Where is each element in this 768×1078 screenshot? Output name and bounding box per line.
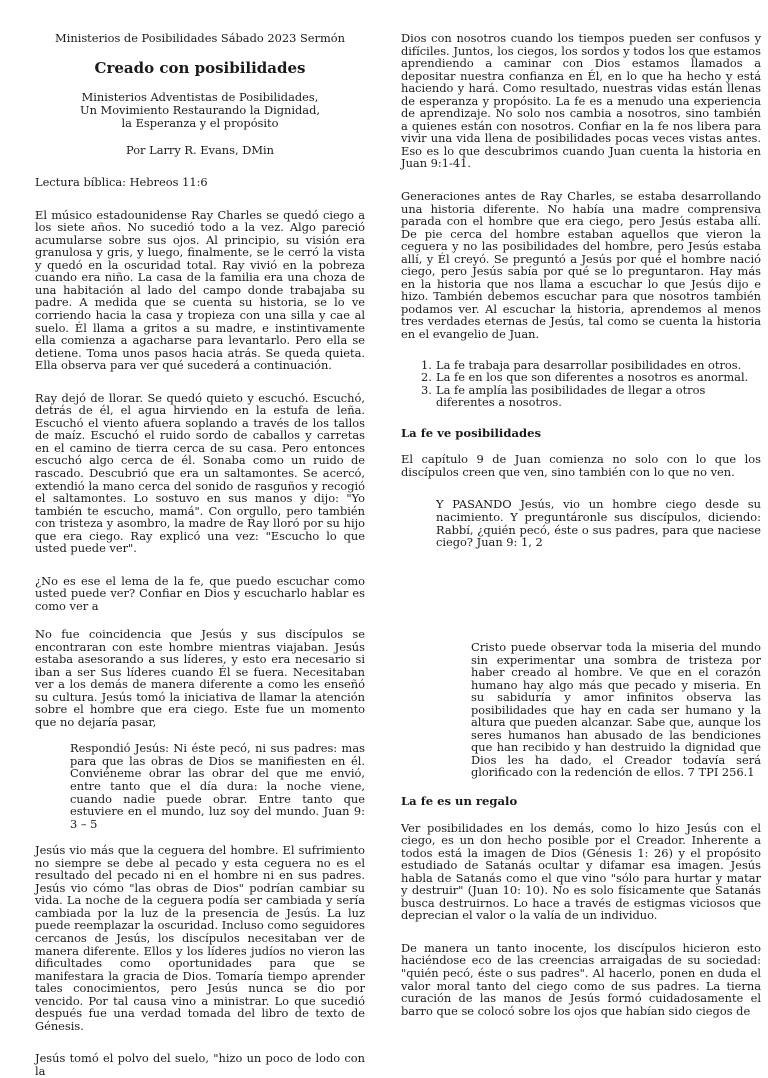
paragraph: El capítulo 9 de Juan comienza no solo con lo que los discípulos creen que ven, sino también con lo que no ven.: [401, 452, 761, 479]
list-text: La fe amplía las posibilidades de llegar a otros diferentes a nosotros.: [436, 382, 706, 410]
paragraph: Ver posibilidades en los demás, como lo hizo Jesús con el ciego, es un don hecho posible por el Creador. Inherente a todos está la imagen de Dios (Génesis 1: 26) y el propósito estudiado de Satanás ocultar y difamar esa imagen. Jesús habla de Satanás como el que vino "sólo para hurtar y matar y destruir" (Juan 10: 10). No es solo físicamente que Satanás busca destruirnos. Lo hace a través de estigmas viciosos que deprecian el valor o la valía de un individuo.: [401, 820, 761, 923]
section-heading: La fe ve posibilidades: [401, 425, 541, 440]
list-number: 1.: [421, 357, 432, 372]
bible-reading: Lectura bíblica: Hebreos 11:6: [35, 175, 208, 190]
header-line: Ministerios de Posibilidades Sábado 2023 Sermón: [55, 31, 345, 45]
paragraph: Dios con nosotros cuando los tiempos pueden ser confusos y difíciles. Juntos, los ciegos, los sordos y todos los que estamos aprendiendo a caminar con Dios estamos llamados a depositar nuestra confianza en Él, en lo que ha hecho y está haciendo y hará. Como resultado, nuestras vidas están llenas de esperanza y propósito. La fe es a menudo una experiencia de aprendizaje. No solo nos cambia a nosotros, sino también a quienes están con nosotros. Confiar en la fe nos libera para vivir una vida llena de posibilidades pocas veces vistas antes. Eso es lo que descubrimos cuando Juan cuenta la historia en Juan 9:1-41.: [401, 31, 761, 171]
scripture-quote: Respondió Jesús: Ni éste pecó, ni sus padres: mas para que las obras de Dios se manifiesten en él. Conviéneme obrar las obrar del que me envió, entre tanto que el día dura: la noche viene, cuando nadie puede obrar. Entre tanto que estuviere en el mundo, luz soy del mundo. Juan 9: 3 – 5: [70, 741, 365, 831]
page1-left-column: [35, 32, 365, 613]
list-text: La fe trabaja para desarrollar posibilidades en otros.: [436, 357, 742, 372]
paragraph: Generaciones antes de Ray Charles, se estaba desarrollando una historia diferente. No había una madre comprensiva parada con el hombre que era ciego, pero Jesús estaba allí. De pie cerca del hombre estaban aquellos que vieron la ceguera y no las posibilidades del hombre, pero Jesús estaba allí, y Él creyó. Se preguntó a Jesús por qué el hombre nació ciego, pero Jesús sabía por qué se lo preguntaron. Hay más en la historia que nos llama a escuchar lo que Jesús dijo e hizo. También debemos escuchar para que nosotros también podamos ver. Al escuchar la historia, aprendemos al menos tres verdades eternas de Jesús, tal como se cuenta la historia en el evangelio de Juan.: [401, 189, 761, 342]
section-heading: La fe es un regalo: [401, 794, 518, 809]
list-text: La fe en los que son diferentes a nosotros es anormal.: [436, 370, 749, 385]
ministry-line-2: Un Movimiento Restaurando la Dignidad,: [79, 102, 321, 117]
paragraph: ¿No es ese el lema de la fe, que puedo escuchar como usted puede ver? Confiar en Dios y escucharlo hablar es como ver a: [35, 573, 365, 613]
paragraph: No fue coincidencia que Jesús y sus discípulos se encontraran con este hombre mientras viajaban. Jesús estaba asesorando a sus líderes, y esto era necesario si iban a ser Sus líderes cuando Él se fuera. Necesitaban ver a los demás de manera diferente a como les enseñó su cultura. Jesús tomó la iniciativa de llamar la atención sobre el hombre que era ciego. Este fue un momento que no dejaría pasar,: [35, 627, 365, 729]
list-number: 3.: [421, 382, 432, 397]
ministry-line-1: Ministerios Adventistas de Posibilidades,: [81, 89, 319, 104]
paragraph: De manera un tanto inocente, los discípulos hicieron esto haciéndose eco de las creencias arraigadas de su sociedad: "quién pecó, éste o sus padres". Al hacerlo, ponen en duda el valor moral tanto del ciego como de sus padres. La tierna curación de las manos de Jesús formó cuidadosamente el barro que se colocó sobre los ojos que habían sido ciegos de: [401, 940, 761, 1018]
paragraph: Jesús vio más que la ceguera del hombre. El sufrimiento no siempre se debe al pecado y esta ceguera no es el resultado del pecado ni en el hombre ni en sus padres. Jesús vio cómo "las obras de Dios" podrían cambiar su vida. La noche de la ceguera podía ser cambiada y sería cambiada por la luz de la presencia de Jesús. La luz puede reemplazar la oscuridad. Incluso como seguidores cercanos de Jesús, los discípulos necesitaban ver de manera diferente. Ellos y los líderes judíos no vieron las dificultades como oportunidades para que se manifestara la gracia de Dios. Tomaría tiempo aprender tales conocimientos, pero Jesús nunca se dio por vencido. Por tal causa vino a ministrar. Lo que sucedió después fue una verdad tomada del libro de texto de Génesis.: [35, 843, 365, 1033]
ministry-line-3: la Esperanza y el propósito: [121, 115, 279, 130]
author: Por Larry R. Evans, DMin: [126, 142, 274, 157]
paragraph: Jesús tomó el polvo del suelo, "hizo un poco de lodo con la: [35, 1051, 365, 1078]
paragraph: Ray dejó de llorar. Se quedó quieto y escuchó. Escuchó, detrás de él, el agua hirviendo en la estufa de leña. Escuchó el viento afuera soplando a través de los tallos de maíz. Escuchó el ruido sordo de caballos y carretas en el camino de tierra cerca de su casa. Pero entonces escuchó algo cerca de él. Sonaba como un ruido de rascado. Descubrió que era un saltamontes. Se acercó, extendió la mano cerca del sonido de rasguños y recogió el saltamontes. Lo sostuvo en sus manos y dijo: "Yo también te escucho, mamá". Con orgullo, pero también con tristeza y asombro, la madre de Ray lloró por su hijo que era ciego. Ray explicó una vez: "Escucho lo que usted puede ver".: [35, 390, 365, 556]
truths-list: [401, 359, 761, 409]
paragraph: El músico estadounidense Ray Charles se quedó ciego a los siete años. No sucedió todo a la vez. Algo pareció acumularse sobre sus ojos. Al principio, su visión era granulosa y gris, y luego, finalmente, se le cerró la vista y quedó en la oscuridad total. Ray vivió en la pobreza cuando era niño. La casa de la familia era una choza de una habitación al lado del campo donde trabajaba su padre. A medida que se cuenta su historia, se lo ve corriendo hacia la casa y tropieza con una silla y cae al suelo. Él llama a gritos a su madre, e instintivamente ella comienza a agacharse para levantarlo. Pero ella se detiene. Toma unos pasos hacia atrás. Se queda quieta. Ella observa para ver qué sucederá a continuación.: [35, 207, 365, 373]
list-number: 2.: [421, 370, 432, 385]
page-title: Creado con posibilidades: [94, 58, 306, 77]
block-quote: Cristo puede observar toda la miseria del mundo sin experimentar una sombra de tristeza por haber creado al hombre. Ve que en el corazón humano hay algo más que pecado y miseria. En su sabiduría y amor infinitos observa las posibilidades que hay en cada ser humano y la altura que pueden alcanzar. Sabe que, aunque los seres humanos han abusado de las bendiciones que han recibido y han destruido la dignidad que Dios les ha dado, el Creador todavía será glorificado con la redención de ellos. 7 TPI 256.1: [471, 640, 761, 780]
list-item: [421, 384, 761, 409]
page2-left-column: [35, 628, 365, 1078]
scripture-quote: Y PASANDO Jesús, vio un hombre ciego desde su nacimiento. Y preguntáronle sus discípulos, diciendo: Rabbí, ¿quién pecó, éste o sus padres, para que naciese ciego? Juan 9: 1, 2: [436, 497, 761, 550]
page1-right-column: [401, 32, 761, 549]
page2-right-column: [401, 641, 761, 1017]
